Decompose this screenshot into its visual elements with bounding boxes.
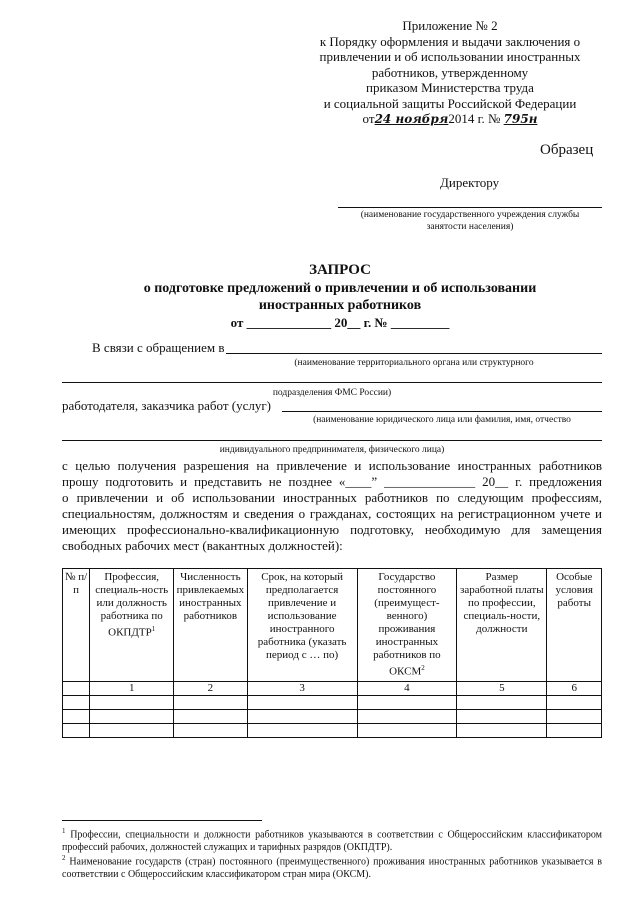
header-block [300,18,600,128]
table-header-row [63,569,602,682]
handwritten-number: 795н [503,112,538,126]
sample-label: Образец [540,142,594,158]
header-line: и социальной защиты Российской Федерации [323,95,577,111]
table-row[interactable] [63,696,602,710]
date-prefix: от [362,111,375,126]
table-row[interactable] [63,710,602,724]
appeal-line-2 [62,382,602,383]
footnote-separator [62,820,262,821]
title-subtitle-1: о подготовке предложений о привлечении и об использовании [143,281,537,296]
header-line: работников, утвержденному [371,64,529,80]
table-cell: 4 [357,682,457,696]
table-cell [63,682,90,696]
header-line: к Порядку оформления и выдачи заключения о [319,33,581,49]
employer-text: работодателя, заказчика работ (услуг) [62,398,272,413]
recipient-caption: (наименование государственного учреждения службы занятости населения) [360,210,580,232]
table-cell: 6 [547,682,602,696]
paragraph-line-2: прошу подготовить и представить не позднее «____” ______________ 20__ г. предложения [62,474,602,489]
footnote-2: $^2$ Наименование государств (стран) постоянного (преимущественного) проживания иностранных работников указывается в соответствии с Общероссийским классификатором стран мира (ОКСМ). [62,854,602,880]
table-header-cell: Размер заработной платы по профессии, специаль-ности, должности [457,569,547,682]
table-cell: 1 [90,682,174,696]
page-title: ЗАПРОС [309,262,371,278]
handwritten-date: 24 ноября [374,112,449,126]
table-header-cell: Государство постоянного (преимущест-венного) проживания иностранных работников по ОКСМ$^2$ [357,569,457,682]
recipient-label: Директору [440,175,500,190]
employer-caption-1: (наименование юридического лица или фамилия, имя, отчество [313,415,571,425]
table-cell: 2 [174,682,247,696]
paragraph-line-1: с целью получения разрешения на привлечение и использование иностранных работников [62,458,602,473]
header-line: Приложение № 2 [402,18,498,33]
table-row[interactable] [63,724,602,738]
recipient-line [338,207,602,208]
date-year: 2014 г. № [448,111,501,126]
header-line: приказом Министерства труда [366,80,534,95]
appeal-caption-1: (наименование территориального органа или структурного [294,358,534,368]
appeal-caption-2: подразделения ФМС России) [272,388,392,398]
employer-line-2 [62,440,602,441]
title-subtitle-2: иностранных работников [258,298,422,313]
table-header-cell: Численность привлекаемых иностранных работников [174,569,247,682]
paragraph-body: о привлечении и об использовании иностранных работников по следующим профессиям, специальностям, должностям и сведения о гражданах, состоящих на регистрационном учете и имеющих профессионально-квалификационную подготовку, необходимую для замещения свободных рабочих мест (вакантных должностей): [62,490,602,553]
header-line: привлечении и об использовании иностранных [319,49,581,64]
appeal-text: В связи с обращением в [92,340,225,355]
table-cell: 3 [247,682,357,696]
table-cell: 5 [457,682,547,696]
employer-caption-2: индивидуального предпринимателя, физического лица) [219,445,445,455]
professions-table [62,568,602,738]
request-date-line: от _____________ 20__ г. № _________ [230,315,450,330]
table-number-row [63,682,602,696]
table-header-cell: Профессия, специаль-ность или должность работника по ОКПДТР$^1$ [90,569,174,682]
table-header-cell: № п/п [63,569,90,682]
order-date-line [300,111,600,128]
table-header-cell: Особые условия работы [547,569,602,682]
appeal-line [226,353,602,354]
employer-line [282,411,602,412]
footnote-1: $^1$ Профессии, специальности и должности работников указываются в соответствии с Общероссийским классификатором профессий рабочих, должностей служащих и тарифных разрядов (ОКПДТР). [62,827,602,853]
table-header-cell: Срок, на который предполагается привлечение и использование иностранного работника (указать период с … по) [247,569,357,682]
